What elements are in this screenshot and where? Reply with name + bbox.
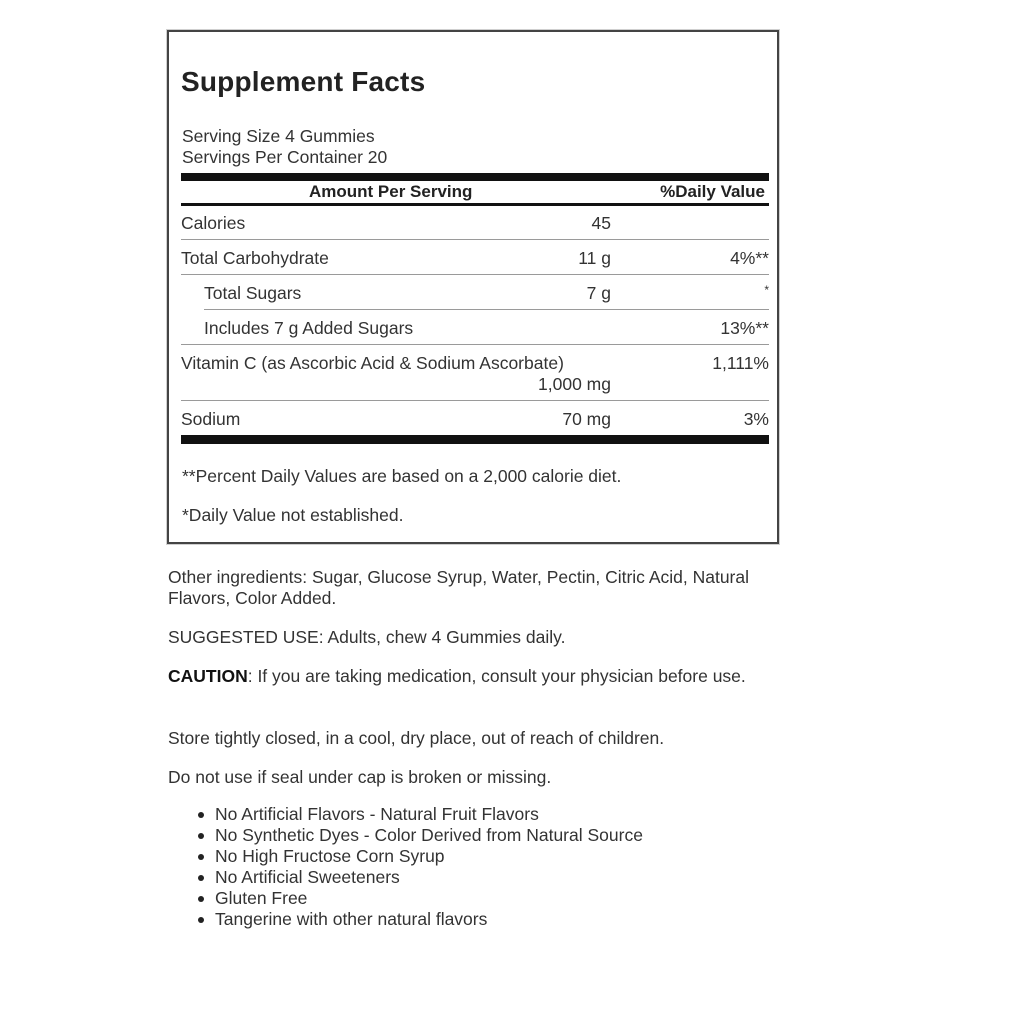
supplement-facts-panel: [167, 30, 779, 544]
footnote-not-established: *Daily Value not established.: [182, 505, 404, 525]
facts-row-vitamin-c: [181, 353, 769, 397]
row-amount: 1,000 mg: [538, 374, 611, 394]
row-daily-value: 13%**: [720, 318, 769, 338]
header-daily-value: %Daily Value: [660, 182, 765, 201]
list-item: [168, 867, 643, 888]
row-divider: [181, 400, 769, 401]
feature-text: No Synthetic Dyes - Color Derived from Natural Source: [215, 825, 643, 845]
serving-size: Serving Size 4 Gummies: [182, 126, 375, 146]
row-amount: 70 mg: [562, 409, 611, 429]
feature-list: [168, 804, 643, 930]
row-name: Sodium: [181, 409, 241, 429]
list-item: [168, 825, 643, 846]
row-divider: [204, 309, 769, 310]
bullet-icon: [198, 896, 204, 902]
feature-text: No High Fructose Corn Syrup: [215, 846, 445, 866]
row-name: Total Sugars: [204, 283, 302, 303]
feature-text: No Artificial Flavors - Natural Fruit Flavors: [215, 804, 539, 824]
feature-text: Gluten Free: [215, 888, 308, 908]
row-name: Vitamin C (as Ascorbic Acid & Sodium Ascorbate): [181, 353, 564, 373]
bullet-icon: [198, 917, 204, 923]
row-amount: 7 g: [586, 283, 611, 303]
row-amount: 45: [591, 213, 611, 233]
other-ingredients: Other ingredients: Sugar, Glucose Syrup, Water, Pectin, Citric Acid, Natural Flavors, Color Added.: [168, 567, 749, 608]
bullet-icon: [198, 875, 204, 881]
header-divider: [181, 203, 769, 206]
seal-warning: Do not use if seal under cap is broken or missing.: [168, 767, 552, 787]
header-amount-per-serving: Amount Per Serving: [309, 182, 473, 201]
bullet-icon: [198, 812, 204, 818]
storage-instructions: Store tightly closed, in a cool, dry place, out of reach of children.: [168, 728, 665, 748]
row-divider: [181, 274, 769, 275]
facts-title: Supplement Facts: [181, 66, 426, 97]
servings-per-container: Servings Per Container 20: [182, 147, 388, 167]
caution-label: CAUTION: [168, 666, 248, 686]
row-daily-value: 4%**: [730, 248, 769, 268]
row-name: Includes 7 g Added Sugars: [204, 318, 414, 338]
row-name: Total Carbohydrate: [181, 248, 329, 268]
row-daily-value: *: [764, 283, 769, 297]
caution-text: : If you are taking medication, consult your physician before use.: [247, 666, 746, 686]
list-item: [168, 846, 643, 867]
bullet-icon: [198, 854, 204, 860]
row-amount: 11 g: [578, 248, 611, 268]
row-divider: [181, 239, 769, 240]
caution-statement: [168, 666, 768, 687]
feature-text: No Artificial Sweeteners: [215, 867, 400, 887]
list-item: [168, 888, 643, 909]
list-item: [168, 804, 643, 825]
row-name: Calories: [181, 213, 246, 233]
footnote-daily-values: **Percent Daily Values are based on a 2,000 calorie diet.: [182, 466, 622, 486]
bullet-icon: [198, 833, 204, 839]
row-daily-value: 3%: [743, 409, 769, 429]
row-daily-value: 1,111%: [712, 353, 769, 373]
header-divider-thick: [181, 173, 769, 181]
footer-divider-thick: [181, 435, 769, 444]
list-item: [168, 909, 643, 930]
suggested-use: SUGGESTED USE: Adults, chew 4 Gummies daily.: [168, 627, 566, 647]
feature-text: Tangerine with other natural flavors: [215, 909, 488, 929]
row-divider: [181, 344, 769, 345]
